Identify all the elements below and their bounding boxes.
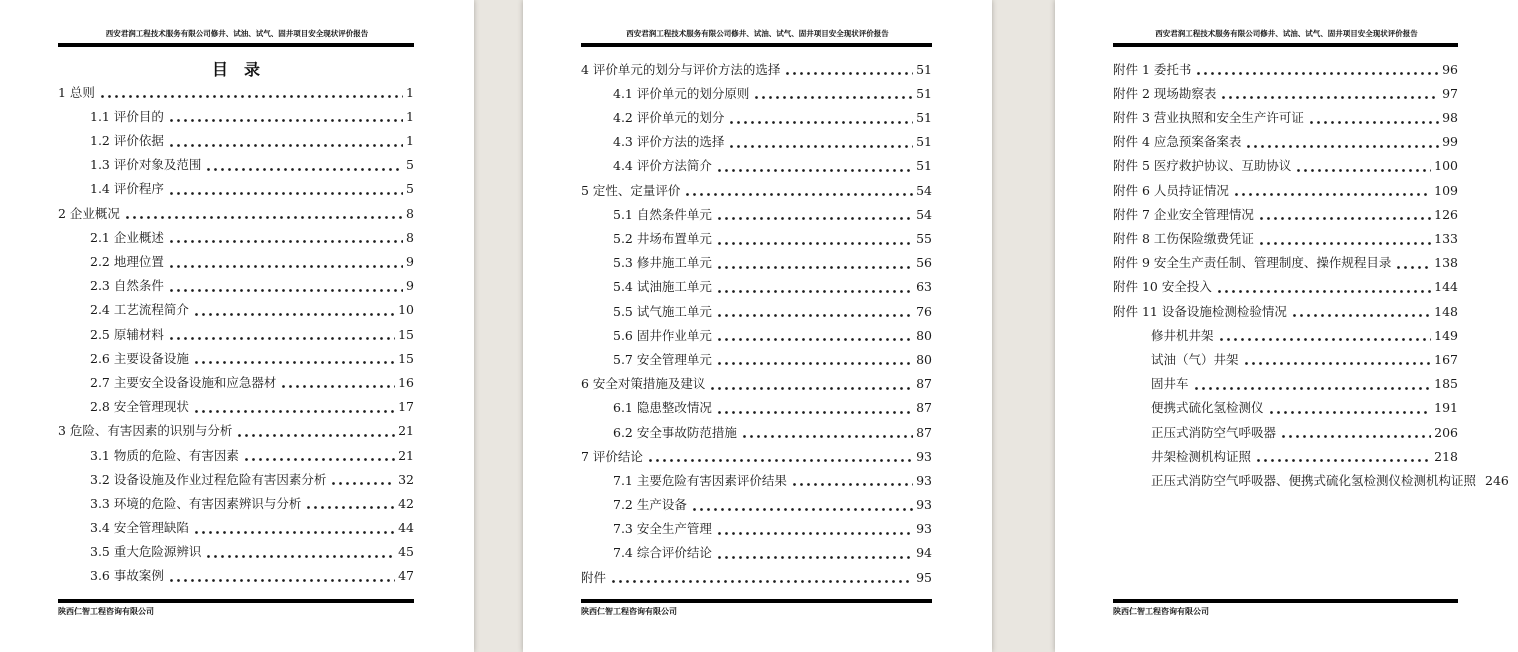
toc-entry bbox=[581, 515, 932, 539]
toc-entry-label: 2.7 主要安全设备设施和应急器材 bbox=[90, 374, 277, 390]
toc-entry bbox=[581, 539, 932, 563]
toc-entry-page-number: 51 bbox=[916, 85, 932, 101]
toc-entry-page-number: 55 bbox=[916, 231, 932, 246]
toc-entry bbox=[58, 199, 414, 223]
toc-list-page-1 bbox=[58, 78, 414, 586]
toc-entry bbox=[581, 176, 932, 200]
toc-leader-dots bbox=[1218, 290, 1431, 293]
toc-leader-dots bbox=[1222, 96, 1439, 99]
toc-entry-page-number: 97 bbox=[1442, 85, 1458, 101]
toc-leader-dots bbox=[730, 121, 913, 124]
page-1 bbox=[0, 0, 474, 652]
toc-entry-label: 3.5 重大危险源辨识 bbox=[90, 544, 202, 560]
toc-entry-label: 附件 5 医疗救护协议、互助协议 bbox=[1113, 158, 1292, 174]
toc-entry bbox=[581, 418, 932, 442]
toc-entry-label: 井架检测机构证照 bbox=[1151, 448, 1252, 464]
toc-entry-page-number: 63 bbox=[916, 279, 932, 295]
toc-entry-label: 1.2 评价依据 bbox=[90, 133, 164, 149]
toc-leader-dots bbox=[207, 555, 395, 558]
toc-entry-page-number: 218 bbox=[1434, 448, 1458, 464]
toc-entry-label: 2.4 工艺流程简介 bbox=[90, 302, 189, 318]
toc-entry-label: 1.4 评价程序 bbox=[90, 181, 164, 197]
page-header-rule bbox=[58, 43, 414, 47]
toc-entry bbox=[1113, 369, 1458, 393]
toc-leader-dots bbox=[207, 168, 403, 171]
page-2 bbox=[523, 0, 992, 652]
toc-entry bbox=[581, 200, 932, 224]
toc-entry-page-number: 10 bbox=[398, 302, 414, 318]
toc-entry-label: 4.4 评价方法简介 bbox=[613, 158, 712, 174]
toc-entry-page-number: 80 bbox=[916, 351, 932, 367]
toc-entry-page-number: 133 bbox=[1434, 231, 1458, 246]
toc-entry-label: 4.3 评价方法的选择 bbox=[613, 134, 725, 150]
toc-entry-label: 附件 bbox=[581, 569, 607, 585]
toc-entry bbox=[1113, 176, 1458, 200]
toc-entry-page-number: 51 bbox=[916, 158, 932, 174]
toc-entry bbox=[581, 563, 932, 587]
toc-entry bbox=[581, 321, 932, 345]
toc-entry bbox=[58, 465, 414, 489]
toc-entry-page-number: 144 bbox=[1434, 279, 1458, 295]
toc-entry bbox=[581, 79, 932, 103]
toc-list-page-2 bbox=[581, 55, 932, 587]
toc-entry bbox=[58, 489, 414, 513]
toc-leader-dots bbox=[718, 556, 913, 559]
toc-leader-dots bbox=[1257, 459, 1431, 462]
toc-leader-dots bbox=[718, 242, 913, 245]
toc-entry-page-number: 185 bbox=[1434, 376, 1458, 392]
toc-leader-dots bbox=[170, 289, 403, 292]
toc-entry-page-number: 17 bbox=[398, 399, 414, 415]
toc-entry-label: 6.1 隐患整改情况 bbox=[613, 400, 712, 416]
toc-leader-dots bbox=[711, 387, 913, 390]
toc-entry-label: 3.1 物质的危险、有害因素 bbox=[90, 447, 239, 463]
toc-entry-page-number: 206 bbox=[1434, 424, 1458, 440]
toc-entry bbox=[581, 490, 932, 514]
toc-entry bbox=[581, 345, 932, 369]
toc-entry-label: 5.3 修井施工单元 bbox=[613, 255, 712, 271]
toc-entry bbox=[1113, 442, 1458, 466]
toc-entry-label: 附件 9 安全生产责任制、管理制度、操作规程目录 bbox=[1113, 255, 1392, 271]
toc-entry-page-number: 9 bbox=[406, 254, 414, 269]
toc-entry-label: 正压式消防空气呼吸器、便携式硫化氢检测仪检测机构证照 bbox=[1151, 472, 1477, 488]
toc-entry-label: 3.4 安全管理缺陷 bbox=[90, 520, 189, 536]
toc-leader-dots bbox=[718, 217, 913, 220]
toc-leader-dots bbox=[1197, 72, 1439, 75]
toc-leader-dots bbox=[170, 144, 403, 147]
toc-entry-label: 2.6 主要设备设施 bbox=[90, 350, 189, 366]
toc-entry bbox=[1113, 321, 1458, 345]
toc-entry bbox=[581, 224, 932, 248]
toc-entry-page-number: 94 bbox=[916, 545, 932, 561]
toc-entry bbox=[1113, 418, 1458, 442]
toc-entry bbox=[581, 249, 932, 273]
toc-leader-dots bbox=[195, 410, 395, 413]
toc-entry-page-number: 100 bbox=[1434, 158, 1458, 174]
toc-entry-label: 5.7 安全管理单元 bbox=[613, 351, 712, 367]
toc-entry-page-number: 45 bbox=[398, 544, 414, 560]
toc-leader-dots bbox=[718, 266, 913, 269]
toc-leader-dots bbox=[170, 240, 403, 243]
toc-entry-page-number: 51 bbox=[916, 134, 932, 150]
toc-leader-dots bbox=[170, 579, 395, 582]
toc-leader-dots bbox=[1245, 362, 1432, 365]
toc-leader-dots bbox=[332, 482, 395, 485]
toc-leader-dots bbox=[195, 361, 395, 364]
toc-leader-dots bbox=[245, 458, 395, 461]
toc-entry-page-number: 21 bbox=[398, 423, 414, 439]
toc-entry-label: 附件 1 委托书 bbox=[1113, 61, 1192, 77]
toc-entry-label: 1 总则 bbox=[58, 84, 95, 100]
toc-entry bbox=[1113, 103, 1458, 127]
toc-entry-page-number: 1 bbox=[406, 133, 414, 149]
toc-entry-page-number: 87 bbox=[916, 400, 932, 416]
toc-entry bbox=[58, 538, 414, 562]
toc-entry-label: 附件 4 应急预案备案表 bbox=[1113, 134, 1242, 150]
toc-entry bbox=[581, 103, 932, 127]
page-header-title: 西安君润工程技术服务有限公司修井、试油、试气、固井项目安全现状评价报告 bbox=[626, 29, 889, 38]
toc-entry-label: 7.2 生产设备 bbox=[613, 497, 687, 513]
toc-entry bbox=[581, 55, 932, 79]
toc-leader-dots bbox=[1310, 121, 1439, 124]
toc-entry-page-number: 8 bbox=[406, 229, 414, 245]
toc-entry bbox=[581, 369, 932, 393]
toc-leader-dots bbox=[195, 531, 395, 534]
toc-entry-label: 2.2 地理位置 bbox=[90, 254, 164, 269]
toc-entry bbox=[1113, 249, 1458, 273]
toc-entry bbox=[1113, 128, 1458, 152]
toc-entry-label: 5.4 试油施工单元 bbox=[613, 279, 712, 295]
toc-entry bbox=[581, 394, 932, 418]
toc-entry-page-number: 98 bbox=[1442, 110, 1458, 126]
toc-leader-dots bbox=[718, 362, 913, 365]
toc-entry-label: 3 危险、有害因素的识别与分析 bbox=[58, 423, 233, 439]
page-header-rule bbox=[581, 43, 932, 47]
toc-leader-dots bbox=[282, 385, 395, 388]
toc-entry bbox=[1113, 200, 1458, 224]
toc-entry-page-number: 32 bbox=[398, 471, 414, 487]
toc-leader-dots bbox=[1195, 387, 1432, 390]
toc-entry bbox=[58, 78, 414, 102]
toc-entry bbox=[58, 272, 414, 296]
toc-entry bbox=[58, 102, 414, 126]
toc-leader-dots bbox=[170, 119, 403, 122]
toc-entry bbox=[58, 417, 414, 441]
toc-entry-page-number: 87 bbox=[916, 424, 932, 440]
page-footer-company: 陕西仁智工程咨询有限公司 bbox=[1113, 606, 1209, 616]
toc-entry-page-number: 246 bbox=[1485, 472, 1509, 488]
toc-entry-page-number: 126 bbox=[1434, 206, 1458, 222]
page-footer-rule bbox=[581, 599, 932, 603]
toc-entry-label: 附件 2 现场勘察表 bbox=[1113, 85, 1217, 101]
toc-leader-dots bbox=[718, 314, 913, 317]
toc-entry-label: 便携式硫化氢检测仪 bbox=[1151, 400, 1264, 416]
toc-leader-dots bbox=[718, 411, 913, 414]
toc-entry-page-number: 54 bbox=[916, 182, 932, 198]
toc-leader-dots bbox=[718, 532, 913, 535]
toc-leader-dots bbox=[195, 313, 395, 316]
toc-entry-label: 2.3 自然条件 bbox=[90, 278, 164, 294]
toc-entry-page-number: 109 bbox=[1434, 182, 1458, 198]
toc-entry-label: 5 定性、定量评价 bbox=[581, 182, 681, 198]
page-header-rule bbox=[1113, 43, 1458, 47]
toc-entry-label: 5.6 固井作业单元 bbox=[613, 327, 712, 343]
toc-entry-label: 5.1 自然条件单元 bbox=[613, 206, 712, 222]
toc-entry bbox=[58, 392, 414, 416]
page-3 bbox=[1055, 0, 1518, 652]
toc-entry-label: 1.1 评价目的 bbox=[90, 108, 164, 124]
toc-entry-label: 正压式消防空气呼吸器 bbox=[1151, 424, 1277, 440]
toc-list-page-3 bbox=[1113, 55, 1509, 490]
toc-entry-page-number: 96 bbox=[1442, 61, 1458, 77]
toc-leader-dots bbox=[170, 192, 403, 195]
toc-entry-page-number: 16 bbox=[398, 374, 414, 390]
toc-leader-dots bbox=[126, 216, 403, 219]
toc-leader-dots bbox=[170, 337, 395, 340]
toc-entry-page-number: 5 bbox=[406, 181, 414, 197]
toc-entry bbox=[1113, 297, 1458, 321]
page-header-title: 西安君润工程技术服务有限公司修井、试油、试气、固井项目安全现状评价报告 bbox=[105, 29, 369, 38]
toc-entry-label: 3.6 事故案例 bbox=[90, 568, 164, 584]
toc-entry bbox=[58, 175, 414, 199]
toc-entry-page-number: 21 bbox=[398, 447, 414, 463]
toc-entry-label: 试油（气）井架 bbox=[1151, 351, 1239, 367]
toc-entry-page-number: 44 bbox=[398, 520, 414, 536]
toc-entry-page-number: 47 bbox=[398, 568, 414, 584]
toc-leader-dots bbox=[170, 265, 403, 268]
toc-entry bbox=[58, 441, 414, 465]
toc-entry-label: 7.3 安全生产管理 bbox=[613, 521, 712, 537]
toc-leader-dots bbox=[307, 506, 395, 509]
toc-title: 目 录 bbox=[211, 60, 260, 79]
toc-entry-page-number: 93 bbox=[916, 448, 932, 464]
toc-entry-page-number: 1 bbox=[406, 84, 414, 100]
toc-entry-page-number: 15 bbox=[398, 350, 414, 366]
toc-entry-page-number: 9 bbox=[406, 278, 414, 294]
toc-entry-page-number: 42 bbox=[398, 495, 414, 511]
toc-entry-page-number: 93 bbox=[916, 497, 932, 513]
toc-entry-label: 7.4 综合评价结论 bbox=[613, 545, 712, 561]
toc-entry bbox=[58, 247, 414, 271]
toc-entry bbox=[1113, 394, 1458, 418]
toc-entry bbox=[58, 368, 414, 392]
toc-entry-label: 5.5 试气施工单元 bbox=[613, 303, 712, 319]
toc-entry-label: 2.5 原辅材料 bbox=[90, 326, 164, 342]
toc-leader-dots bbox=[743, 435, 913, 438]
toc-leader-dots bbox=[1397, 266, 1431, 269]
toc-entry-label: 4 评价单元的划分与评价方法的选择 bbox=[581, 61, 781, 77]
toc-leader-dots bbox=[649, 459, 913, 462]
toc-leader-dots bbox=[1260, 217, 1431, 220]
toc-entry-label: 3.3 环境的危险、有害因素辨识与分析 bbox=[90, 495, 302, 511]
toc-entry bbox=[581, 442, 932, 466]
toc-entry-label: 5.2 井场布置单元 bbox=[613, 231, 712, 246]
toc-entry-label: 7.1 主要危险有害因素评价结果 bbox=[613, 472, 787, 488]
toc-entry-label: 3.2 设备设施及作业过程危险有害因素分析 bbox=[90, 471, 327, 487]
page-footer-rule bbox=[58, 599, 414, 603]
toc-entry bbox=[1113, 273, 1458, 297]
toc-leader-dots bbox=[1270, 411, 1432, 414]
toc-entry bbox=[58, 320, 414, 344]
toc-leader-dots bbox=[730, 145, 913, 148]
toc-entry-label: 附件 8 工伤保险缴费凭证 bbox=[1113, 231, 1254, 246]
toc-entry-label: 附件 10 安全投入 bbox=[1113, 279, 1212, 295]
toc-leader-dots bbox=[1235, 193, 1431, 196]
toc-leader-dots bbox=[1220, 338, 1432, 341]
page-footer-company: 陕西仁智工程咨询有限公司 bbox=[58, 606, 154, 616]
toc-leader-dots bbox=[238, 434, 395, 437]
toc-entry-label: 修井机井架 bbox=[1151, 327, 1214, 343]
toc-entry-page-number: 191 bbox=[1434, 400, 1458, 416]
toc-entry-label: 4.2 评价单元的划分 bbox=[613, 110, 725, 126]
toc-entry-page-number: 93 bbox=[916, 472, 932, 488]
toc-entry-page-number: 15 bbox=[398, 326, 414, 342]
toc-entry bbox=[1113, 79, 1458, 103]
toc-entry-label: 附件 7 企业安全管理情况 bbox=[1113, 206, 1254, 222]
toc-entry bbox=[58, 562, 414, 586]
toc-entry-label: 2.1 企业概述 bbox=[90, 229, 164, 245]
toc-entry bbox=[58, 344, 414, 368]
toc-leader-dots bbox=[786, 72, 913, 75]
toc-leader-dots bbox=[718, 290, 913, 293]
toc-leader-dots bbox=[718, 169, 913, 172]
toc-entry-page-number: 1 bbox=[406, 108, 414, 124]
toc-entry-label: 2 企业概况 bbox=[58, 205, 120, 221]
toc-entry-label: 固井车 bbox=[1151, 376, 1189, 392]
toc-entry-page-number: 76 bbox=[916, 303, 932, 319]
toc-leader-dots bbox=[612, 580, 913, 583]
toc-entry bbox=[581, 273, 932, 297]
toc-entry-label: 6 安全对策措施及建议 bbox=[581, 376, 706, 392]
toc-entry bbox=[581, 128, 932, 152]
toc-entry bbox=[1113, 152, 1458, 176]
toc-entry bbox=[1113, 466, 1509, 490]
toc-entry-page-number: 51 bbox=[916, 110, 932, 126]
toc-entry bbox=[581, 466, 932, 490]
toc-entry-page-number: 5 bbox=[406, 157, 414, 173]
toc-leader-dots bbox=[1282, 435, 1431, 438]
toc-leader-dots bbox=[693, 508, 913, 511]
toc-entry-page-number: 149 bbox=[1434, 327, 1458, 343]
toc-entry-label: 4.1 评价单元的划分原则 bbox=[613, 85, 750, 101]
toc-leader-dots bbox=[1247, 145, 1439, 148]
toc-entry bbox=[58, 151, 414, 175]
toc-entry-label: 1.3 评价对象及范围 bbox=[90, 157, 202, 173]
page-footer-company: 陕西仁智工程咨询有限公司 bbox=[581, 606, 677, 616]
toc-entry-page-number: 8 bbox=[406, 205, 414, 221]
toc-entry-page-number: 148 bbox=[1434, 303, 1458, 319]
toc-entry-page-number: 51 bbox=[916, 61, 932, 77]
toc-entry-label: 7 评价结论 bbox=[581, 448, 643, 464]
toc-entry-page-number: 54 bbox=[916, 206, 932, 222]
toc-entry-page-number: 95 bbox=[916, 569, 932, 585]
toc-entry-page-number: 87 bbox=[916, 376, 932, 392]
toc-entry bbox=[1113, 345, 1458, 369]
toc-entry bbox=[58, 296, 414, 320]
toc-entry-label: 附件 3 营业执照和安全生产许可证 bbox=[1113, 110, 1304, 126]
toc-entry-label: 附件 6 人员持证情况 bbox=[1113, 182, 1229, 198]
toc-entry bbox=[581, 152, 932, 176]
toc-leader-dots bbox=[755, 96, 913, 99]
toc-entry-page-number: 93 bbox=[916, 521, 932, 537]
toc-leader-dots bbox=[793, 483, 913, 486]
toc-leader-dots bbox=[101, 95, 403, 98]
toc-entry bbox=[58, 126, 414, 150]
toc-entry-page-number: 167 bbox=[1434, 351, 1458, 367]
toc-entry-label: 6.2 安全事故防范措施 bbox=[613, 424, 737, 440]
toc-entry bbox=[1113, 55, 1458, 79]
toc-entry-page-number: 99 bbox=[1442, 134, 1458, 150]
toc-entry-label: 2.8 安全管理现状 bbox=[90, 399, 189, 415]
toc-leader-dots bbox=[1297, 169, 1431, 172]
toc-leader-dots bbox=[718, 338, 913, 341]
toc-entry-label: 附件 11 设备设施检测检验情况 bbox=[1113, 303, 1287, 319]
toc-entry bbox=[581, 297, 932, 321]
toc-entry bbox=[58, 513, 414, 537]
toc-leader-dots bbox=[686, 193, 913, 196]
page-footer-rule bbox=[1113, 599, 1458, 603]
page-header-title: 西安君润工程技术服务有限公司修井、试油、试气、固井项目安全现状评价报告 bbox=[1155, 29, 1418, 38]
toc-entry-page-number: 80 bbox=[916, 327, 932, 343]
toc-entry bbox=[1113, 224, 1458, 248]
toc-leader-dots bbox=[1293, 314, 1431, 317]
toc-leader-dots bbox=[1260, 242, 1431, 245]
toc-entry bbox=[58, 223, 414, 247]
toc-entry-page-number: 138 bbox=[1434, 255, 1458, 271]
toc-entry-page-number: 56 bbox=[916, 255, 932, 271]
